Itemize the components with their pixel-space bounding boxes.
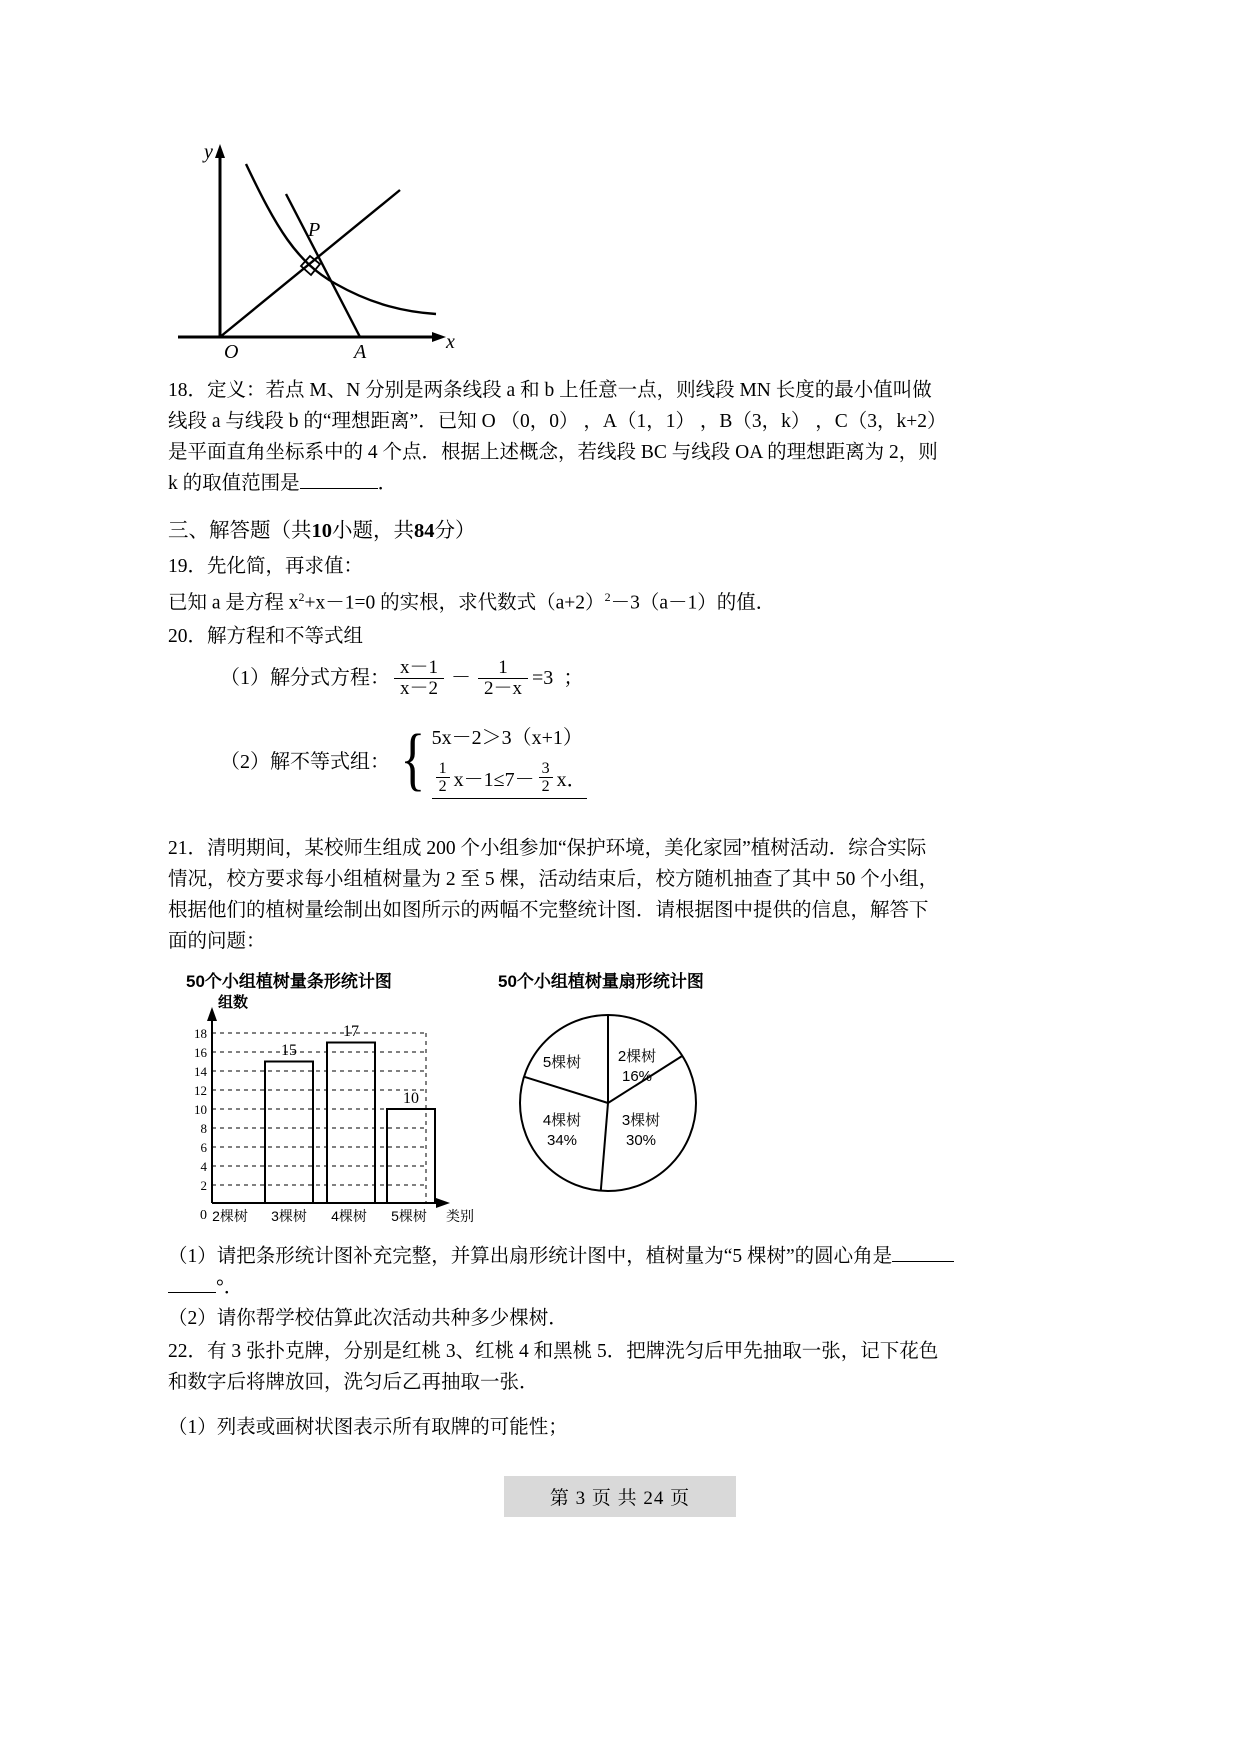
page-number: 第 3 页 共 24 页 (504, 1476, 736, 1517)
bar-chart-y-ticks (194, 1026, 208, 1193)
q20-sub-2-label: （2）解不等式组： (220, 751, 390, 773)
q19-line-2 (168, 582, 968, 619)
bar-5-trees (387, 1109, 435, 1203)
q20-title: 20．解方程和不等式组 (168, 625, 364, 647)
pie-percent-3-trees: 30% (625, 1131, 657, 1149)
figure-y-label: y (204, 141, 213, 163)
q19-exponent-1: 2 (298, 590, 305, 604)
svg-text:16: 16 (194, 1044, 207, 1060)
q20-fraction-2-denominator: 2－x (478, 678, 528, 699)
q18-line-4-pre: k 的取值范围是 (168, 473, 300, 494)
q18-line-3: 是平面直角坐标系中的 4 个点．根据上述概念，若线段 BC 与线段 OA 的理想距离为 2，则 (168, 442, 938, 463)
q20-system-inequality-2-a: x－1≤7－ (453, 768, 535, 791)
q20-system-inequality-2 (432, 760, 587, 795)
q21-answer-blank[interactable] (892, 1245, 954, 1262)
question-20 (168, 621, 968, 799)
q22-line-1: 22．有 3 张扑克牌，分别是红桃 3、红桃 4 和黑桃 5．把牌洗匀后甲先抽取一张，记下花色 (168, 1340, 939, 1362)
svg-text:14: 14 (194, 1063, 207, 1079)
q20-sub-1-label: （1）解分式方程： (220, 667, 390, 689)
q20-minus-operator: － (451, 667, 472, 689)
svg-text:2: 2 (200, 1177, 207, 1193)
svg-text:4: 4 (200, 1158, 207, 1174)
q20-sub-1 (220, 658, 968, 699)
section-3-heading (168, 515, 968, 547)
pie-divider-2 (601, 1103, 608, 1191)
svg-text:6: 6 (200, 1139, 207, 1155)
svg-text:10: 10 (194, 1101, 207, 1117)
figure-x-label: x (446, 331, 455, 353)
q20-three-halves-denominator: 2 (539, 777, 553, 795)
q18-line-4 (168, 468, 968, 499)
section-3-score: 84 (414, 520, 435, 542)
q19-line-2-a: 已知 a 是方程 x (168, 592, 299, 614)
pie-percent-4-trees: 34% (546, 1131, 578, 1149)
q20-sub-2 (220, 721, 968, 799)
figure-origin-label: O (224, 341, 239, 363)
figure-p-label: P (308, 219, 321, 241)
q21-sub-1 (168, 1241, 968, 1272)
section-3-suffix: 分） (434, 520, 476, 542)
q20-fraction-1-denominator: x－2 (394, 678, 444, 699)
svg-text:5棵树: 5棵树 (391, 1207, 427, 1224)
pie-divider-3 (524, 1076, 608, 1102)
q21-line-1: 21．清明期间，某校师生组成 200 个小组参加“保护环境，美化家园”植树活动．综合实际 (168, 837, 927, 859)
pie-label-4-trees: 4棵树 (542, 1111, 582, 1129)
statistics-figures (168, 967, 968, 1235)
q20-fraction-1 (394, 658, 444, 699)
q20-half-fraction (436, 760, 450, 795)
q21-line-2: 情况，校方要求每小组植树量为 2 至 5 棵，活动结束后，校方随机抽查了其中 50 个小组， (168, 868, 939, 890)
q20-equals-three: =3 (532, 667, 554, 689)
bar-value-labels (281, 1023, 419, 1107)
bar-chart-origin-label: 0 (200, 1207, 207, 1223)
svg-text:10: 10 (403, 1089, 419, 1107)
q20-fraction-2 (478, 658, 528, 699)
svg-text:8: 8 (200, 1120, 207, 1136)
q22-sub-1: （1）列表或画树状图表示所有取牌的可能性； (168, 1416, 568, 1438)
q18-line-2: 线段 a 与线段 b 的“理想距离”．已知 O （0，0） ，A（1，1） ，B（3，k） ，C（3，k+2） (168, 411, 947, 432)
svg-text:15: 15 (281, 1041, 297, 1059)
document-body (168, 120, 968, 1445)
q20-half-denominator: 2 (436, 777, 450, 795)
q19-line-2-c: －3（a－1）的值． (610, 592, 776, 614)
svg-text:4棵树: 4棵树 (331, 1207, 367, 1224)
figure-a-label: A (354, 341, 367, 363)
q21-answer-blank-cont[interactable] (168, 1276, 216, 1293)
q20-system-lines (432, 721, 587, 799)
bar-4-trees (327, 1042, 375, 1203)
section-3-count: 10 (311, 520, 332, 542)
section-3-prefix: 三、解答题（共 (168, 520, 312, 542)
bar-chart-x-ticks (212, 1208, 427, 1224)
q18-line-1: 18．定义：若点 M、N 分别是两条线段 a 和 b 上任意一点，则线段 MN 长度的最小值叫做 (168, 380, 932, 401)
bar-3-trees (265, 1061, 313, 1203)
q20-half-numerator: 1 (438, 759, 447, 777)
q18-answer-blank[interactable] (300, 472, 378, 489)
bar-chart-x-axis-label: 类别 (446, 1207, 474, 1224)
q21-line-3: 根据他们的植树量绘制出如图所示的两幅不完整统计图．请根据图中提供的信息，解答下 (168, 899, 929, 921)
q20-system-inequality-2-b: x． (556, 768, 587, 791)
q21-sub-1-pre: （1）请把条形统计图补充完整，并算出扇形统计图中，植树量为“5 棵树”的圆心角是 (168, 1245, 893, 1267)
pie-percent-2-trees: 16% (621, 1067, 653, 1085)
question-22 (168, 1336, 968, 1443)
question-21 (168, 833, 968, 1334)
bar-chart-y-axis-label: 组数 (218, 993, 249, 1011)
q21-line-4: 面的问题： (168, 930, 266, 952)
page-footer (0, 1476, 1240, 1517)
q21-sub-2: （2）请你帮学校估算此次活动共种多少棵树． (168, 1307, 568, 1329)
q19-exponent-2: 2 (604, 590, 611, 604)
pie-chart (478, 995, 758, 1215)
q22-line-2: 和数字后将牌放回，洗匀后乙再抽取一张． (168, 1371, 539, 1393)
q18-line-4-post: ． (377, 473, 398, 494)
svg-text:3棵树: 3棵树 (271, 1207, 307, 1224)
q20-fraction-1-numerator: x－1 (400, 656, 439, 678)
q20-system-inequality-1: 5x－2＞3（x+1） (431, 726, 583, 749)
svg-text:18: 18 (194, 1025, 207, 1041)
q20-fraction-2-numerator: 1 (498, 656, 508, 678)
svg-text:17: 17 (343, 1022, 359, 1040)
pie-label-5-trees: 5棵树 (542, 1053, 582, 1071)
question-19 (168, 551, 968, 619)
q20-three-halves-fraction (539, 760, 553, 795)
pie-label-3-trees: 3棵树 (621, 1111, 661, 1129)
question-18 (168, 375, 968, 499)
bar-chart-title: 50个小组植树量条形统计图 (186, 971, 392, 991)
bar-chart (168, 991, 498, 1231)
q19-line-1: 19．先化简，再求值： (168, 556, 364, 577)
q19-line-2-b: +x－1=0 的实根，求代数式（a+2） (304, 592, 605, 614)
pie-label-2-trees: 2棵树 (617, 1047, 657, 1065)
section-3-mid: 小题，共 (332, 520, 414, 542)
svg-text:12: 12 (194, 1082, 207, 1098)
svg-text:2棵树: 2棵树 (212, 1207, 248, 1224)
q20-three-halves-numerator: 3 (541, 759, 550, 777)
q20-semicolon: ； (563, 667, 584, 689)
pie-chart-title: 50个小组植树量扇形统计图 (498, 971, 704, 991)
system-brace: { (400, 720, 426, 798)
q21-sub-1-post (168, 1272, 968, 1303)
q21-sub-1-unit: °． (216, 1276, 244, 1298)
